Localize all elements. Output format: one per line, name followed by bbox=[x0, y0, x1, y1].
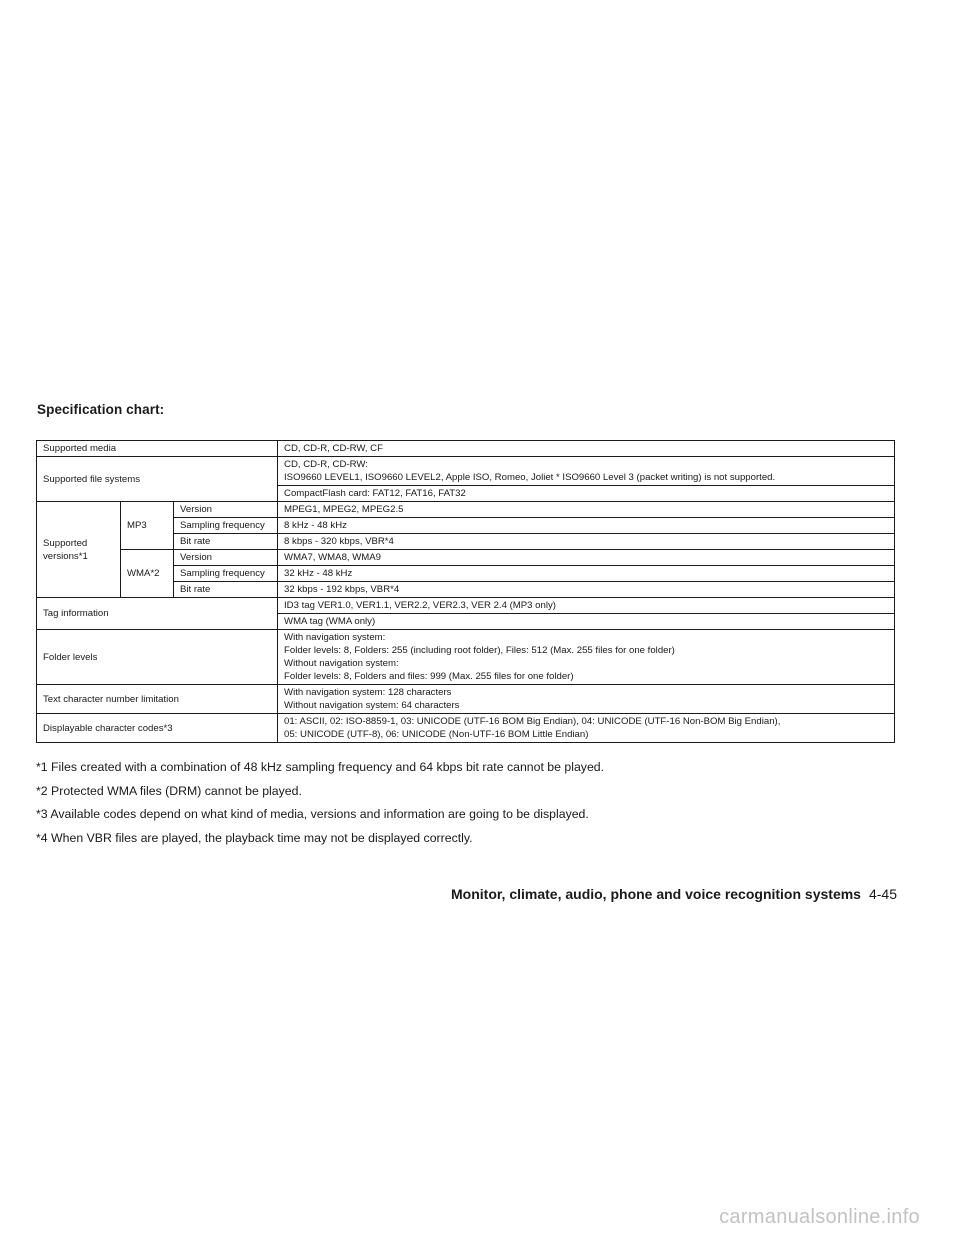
footnotes bbox=[36, 759, 916, 853]
file-systems-cd-value bbox=[278, 457, 895, 486]
wma-bitrate-label: Bit rate bbox=[174, 582, 278, 598]
wma-version-label: Version bbox=[174, 550, 278, 566]
cell-line: 05: UNICODE (UTF-8), 06: UNICODE (Non-UTF-16 BOM Little Endian) bbox=[284, 729, 589, 740]
char-codes-label: Displayable character codes*3 bbox=[37, 714, 278, 743]
table-row bbox=[37, 441, 895, 457]
cell-line: Folder levels: 8, Folders: 255 (including root folder), Files: 512 (Max. 255 files for one folder) bbox=[284, 645, 675, 656]
wma-frequency-value: 32 kHz - 48 kHz bbox=[278, 566, 895, 582]
cell-line: 01: ASCII, 02: ISO-8859-1, 03: UNICODE (UTF-16 BOM Big Endian), 04: UNICODE (UTF-16 Non-BOM Big Endian), bbox=[284, 716, 781, 727]
wma-bitrate-value: 32 kbps - 192 kbps, VBR*4 bbox=[278, 582, 895, 598]
table-row bbox=[37, 630, 895, 685]
cell-line: With navigation system: 128 characters bbox=[284, 687, 452, 698]
file-systems-cf-value: CompactFlash card: FAT12, FAT16, FAT32 bbox=[278, 486, 895, 502]
section-heading: Specification chart: bbox=[37, 402, 165, 417]
cell-line: Supported bbox=[43, 537, 88, 549]
file-systems-label: Supported file systems bbox=[37, 457, 278, 502]
page-footer bbox=[451, 886, 897, 902]
cell-line: CD, CD-R, CD-RW: bbox=[284, 459, 368, 470]
wma-label: WMA*2 bbox=[121, 550, 174, 598]
tag-info-id3-value: ID3 tag VER1.0, VER1.1, VER2.2, VER2.3, VER 2.4 (MP3 only) bbox=[278, 598, 895, 614]
cell-line: ISO9660 LEVEL1, ISO9660 LEVEL2, Apple ISO, Romeo, Joliet * ISO9660 Level 3 (packet writing) is not supported. bbox=[284, 472, 776, 483]
cell-line: versions*1 bbox=[43, 550, 88, 562]
cell-line: Folder levels: 8, Folders and files: 999 (Max. 255 files for one folder) bbox=[284, 671, 574, 682]
footnote: *3 Available codes depend on what kind of media, versions and information are going to be displayed. bbox=[36, 807, 589, 822]
footnote: *2 Protected WMA files (DRM) cannot be played. bbox=[36, 783, 302, 798]
mp3-bitrate-value: 8 kbps - 320 kbps, VBR*4 bbox=[278, 534, 895, 550]
table-row bbox=[37, 685, 895, 714]
cell-line: Without navigation system: 64 characters bbox=[284, 700, 460, 711]
specification-table bbox=[36, 440, 895, 743]
table-row bbox=[37, 598, 895, 614]
footnote: *1 Files created with a combination of 48 kHz sampling frequency and 64 kbps bit rate cannot be played. bbox=[36, 760, 605, 774]
tag-info-wma-value: WMA tag (WMA only) bbox=[278, 614, 895, 630]
folder-levels-label: Folder levels bbox=[37, 630, 278, 685]
char-codes-value bbox=[278, 714, 895, 743]
chapter-title: Monitor, climate, audio, phone and voice recognition systems bbox=[451, 886, 861, 902]
mp3-bitrate-label: Bit rate bbox=[174, 534, 278, 550]
mp3-frequency-value: 8 kHz - 48 kHz bbox=[278, 518, 895, 534]
cell-line: With navigation system: bbox=[284, 632, 386, 643]
supported-media-value: CD, CD-R, CD-RW, CF bbox=[278, 441, 895, 457]
mp3-label: MP3 bbox=[121, 502, 174, 550]
wma-frequency-label: Sampling frequency bbox=[174, 566, 278, 582]
table-row bbox=[37, 550, 895, 566]
watermark: carmanualsonline.info bbox=[719, 1206, 920, 1228]
mp3-version-value: MPEG1, MPEG2, MPEG2.5 bbox=[278, 502, 895, 518]
text-limit-label: Text character number limitation bbox=[37, 685, 278, 714]
table-row bbox=[37, 502, 895, 518]
text-limit-value bbox=[278, 685, 895, 714]
page-number: 4-45 bbox=[868, 886, 897, 902]
table-row bbox=[37, 714, 895, 743]
footnote: *4 When VBR files are played, the playback time may not be displayed correctly. bbox=[36, 830, 473, 845]
wma-version-value: WMA7, WMA8, WMA9 bbox=[278, 550, 895, 566]
table-row bbox=[37, 457, 895, 486]
supported-versions-label bbox=[37, 502, 121, 598]
mp3-version-label: Version bbox=[174, 502, 278, 518]
cell-line: Without navigation system: bbox=[284, 658, 399, 669]
supported-media-label: Supported media bbox=[37, 441, 278, 457]
tag-info-label: Tag information bbox=[37, 598, 278, 630]
mp3-frequency-label: Sampling frequency bbox=[174, 518, 278, 534]
folder-levels-value bbox=[278, 630, 895, 685]
